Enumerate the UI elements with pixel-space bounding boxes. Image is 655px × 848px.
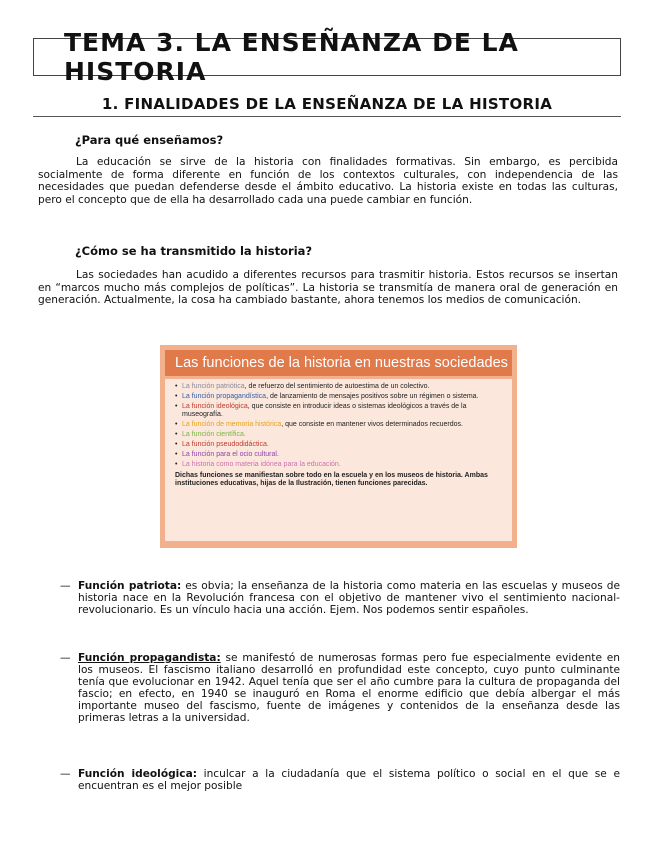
functions-figure [160,345,517,548]
figure-item-lead: La función propagandística [182,392,267,400]
question-heading: ¿Para qué enseñamos? [75,133,224,147]
figure-item [175,431,506,439]
figure-item [175,403,506,420]
figure-item-lead: La función para el ocio cultural. [182,450,279,458]
figure-item-lead: La historia como materia idónea para la educación. [182,460,341,468]
list-item-lead: Función patriota: [78,580,182,592]
list-item-text: es obvia; la enseñanza de la historia como materia en las escuelas y museos de historia nace en la Revolución francesa con el objetivo de mantener vivo el sentimiento nacional-revolucionario. Es un vínculo hacia una acción. Ejem. Nos podemos sentir españoles. [78,580,620,617]
paragraph-text: La educación se sirve de la historia con finalidades formativas. Sin embargo, es percibida socialmente de forma diferente en función de los contextos culturales, con independencia de las necesidades que puedan defenderse desde el ámbito educativo. La historia existe en todas las culturas, pero el concepto que de ella ha desarrollado cada una puede cambiar en función. [38,156,618,206]
title-box [33,28,621,86]
figure-item-lead: La función de memoria histórica [182,420,282,428]
list-item [60,580,620,616]
list-item [60,768,620,792]
paragraph [38,156,618,206]
page-title: TEMA 3. LA ENSEÑANZA DE LA HISTORIA [64,28,519,86]
figure-item-lead: La función científica. [182,430,246,438]
figure-item [175,451,506,459]
figure-item [175,421,506,429]
figure-footer: Dichas funciones se manifiestan sobre todo en la escuela y en los museos de historia. Ambas instituciones educativas, hijas de la Ilustración, tienen funciones parecidas. [175,471,488,488]
dash-bullet: — [60,768,71,780]
list-item-text: inculcar a la ciudadanía que el sistema político o social en el que se e encuentran es el mejor posible [78,768,620,793]
question-heading: ¿Cómo se ha transmitido la historia? [75,244,313,258]
list-item [60,652,620,725]
figure-item [175,461,506,469]
paragraph-text: Las sociedades han acudido a diferentes recursos para trasmitir historia. Estos recursos se insertan en “marcos mucho más complejos de políticas”. La historia se transmitía de manera oral de generación en generación. Actualmente, la cosa ha cambiado bastante, ahora tenemos los medios de comunicación. [38,269,618,307]
figure-item [175,441,506,449]
figure-heading: Las funciones de la historia en nuestras sociedades [165,350,512,376]
figure-item-lead: La función pseudodidáctica. [182,440,269,448]
list-item-lead: Función propagandista: [78,652,221,664]
section-heading: 1. FINALIDADES DE LA ENSEÑANZA DE LA HISTORIA [33,95,621,117]
figure-item-lead: La función patriótica [182,383,245,390]
list-item-text: se manifestó de numerosas formas pero fue especialmente evidente en los museos. El fascismo italiano desarrolló en profundidad este concepto, cuyo punto culminante tenía que evolucionar en 1942. Aquel tenía que ser el año cumbre para la cultura de propaganda del fascio; en efecto, en 1940 se inauguró en Roma el enorme edificio que debía albergar el más importante museo del fascismo, fuente de imágenes y contenidos de la enseñanza desde las primeras letras a la universidad. [78,652,620,725]
figure-item-text: , que consiste en mantener vivos determinados recuerdos. [281,420,463,428]
figure-item [175,383,506,391]
figure-item-text: , de lanzamiento de mensajes positivos sobre un régimen o sistema. [266,392,479,400]
dash-bullet: — [60,652,71,664]
figure-item [175,393,506,401]
paragraph [38,269,618,307]
figure-item-text: , que consiste en introducir ideas o sistemas ideológicos a través de la museografía. [182,402,467,419]
figure-item-lead: La función ideológica [182,402,248,410]
figure-body [165,379,512,541]
list-item-lead: Función ideológica: [78,768,197,780]
figure-item-text: , de refuerzo del sentimiento de autoestima de un colectivo. [244,383,430,390]
dash-bullet: — [60,580,71,592]
